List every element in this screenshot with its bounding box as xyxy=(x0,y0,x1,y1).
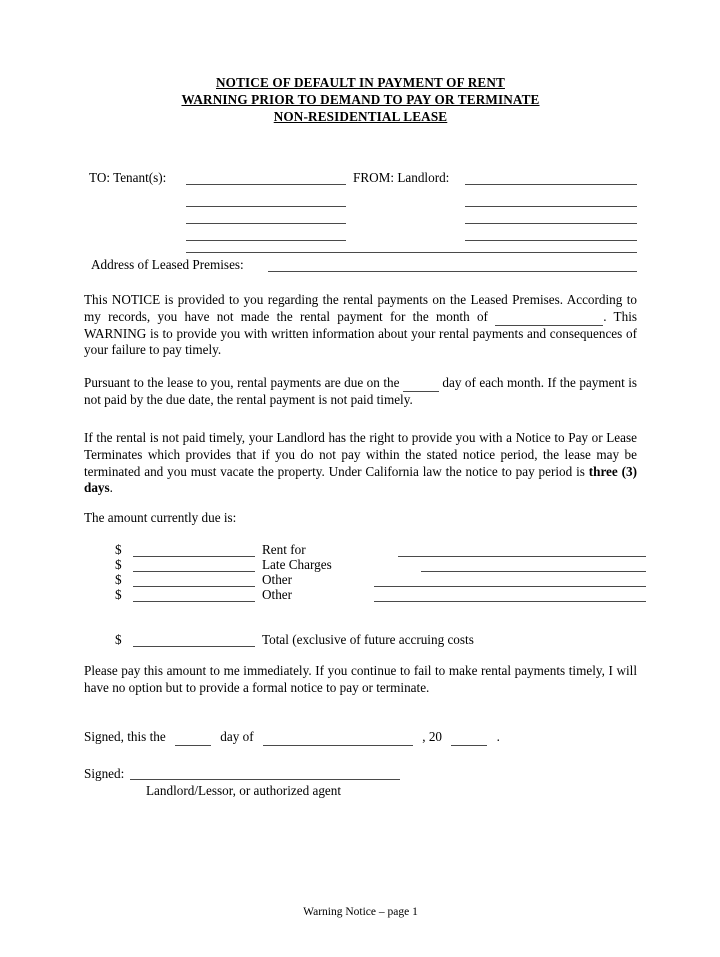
signature-input-line[interactable] xyxy=(130,779,400,780)
paragraph-notice-part2: . This WARNING is to provide you with written information about your rental payments and consequences of your failure to pay timely. xyxy=(84,308,637,358)
amount-detail-input-other-1[interactable] xyxy=(374,586,646,587)
amount-row-total xyxy=(84,633,637,648)
from-landlord-line-4[interactable] xyxy=(465,240,637,241)
title-line-3-text: NON-RESIDENTIAL LEASE xyxy=(273,109,448,124)
amount-input-rent[interactable] xyxy=(133,556,255,557)
amount-detail-input-other-2[interactable] xyxy=(374,601,646,602)
to-tenant-line-3[interactable] xyxy=(186,223,346,224)
page-footer: Warning Notice – page 1 xyxy=(303,906,418,918)
month-blank-input[interactable] xyxy=(495,314,603,326)
amount-label-total: Total (exclusive of future accruing costs xyxy=(262,632,474,647)
recipient-block xyxy=(84,170,637,250)
title-line-2 xyxy=(84,91,637,108)
paragraph-notice-period xyxy=(84,430,637,497)
signer-caption: Landlord/Lessor, or authorized agent xyxy=(146,783,342,798)
currency-symbol-other-2: $ xyxy=(115,587,122,602)
amount-label-other-1: Other xyxy=(262,572,293,587)
signed-date-period: . xyxy=(496,729,500,744)
signed-year-input[interactable] xyxy=(451,734,487,746)
signed-date-row xyxy=(84,729,500,746)
paragraph-due-date-part1: Pursuant to the lease to you, rental payments are due on the xyxy=(84,375,403,390)
signed-label: Signed: xyxy=(84,766,125,781)
paragraph-due-date xyxy=(84,375,637,409)
title-line-3 xyxy=(84,108,637,125)
to-tenant-label: TO: Tenant(s): xyxy=(89,170,167,185)
to-tenant-line-2[interactable] xyxy=(186,206,346,207)
amount-row-other-1 xyxy=(84,573,637,588)
currency-symbol-rent: $ xyxy=(115,542,122,557)
amount-row-rent xyxy=(84,543,637,558)
amount-input-other-2[interactable] xyxy=(133,601,255,602)
currency-symbol-total: $ xyxy=(115,632,122,647)
due-day-blank-input[interactable] xyxy=(403,380,439,392)
amount-input-total[interactable] xyxy=(133,646,255,647)
notice-period-bold: three (3) days xyxy=(84,463,637,496)
currency-symbol-late-charges: $ xyxy=(115,557,122,572)
currency-symbol-other-1: $ xyxy=(115,572,122,587)
paragraph-closing: Please pay this amount to me immediately. If you continue to fail to make rental payments timely, I will have no option but to provide a formal notice to pay or terminate. xyxy=(84,663,637,695)
amount-input-other-1[interactable] xyxy=(133,586,255,587)
paragraph-due-date-part2: day of each month. If the payment is not paid by the due date, the rental payment is not paid timely. xyxy=(84,375,638,407)
amount-row-spacer xyxy=(84,603,637,633)
amount-label-other-2: Other xyxy=(262,587,293,602)
signed-month-input[interactable] xyxy=(263,734,413,746)
paragraph-notice-period-part1: If the rental is not paid timely, your Landlord has the right to provide you with a Notice to Pay or Lease Terminates which provides that if you do not pay within the stated notice period, the lease may be terminated and you must vacate the property. Under California law the notice to pay period is xyxy=(84,430,637,479)
address-line-input[interactable] xyxy=(268,271,637,272)
from-landlord-line-2[interactable] xyxy=(465,206,637,207)
address-block xyxy=(84,250,637,274)
paragraph-amount-due-intro: The amount currently due is: xyxy=(84,510,237,525)
paragraph-notice xyxy=(84,292,637,359)
signed-date-prefix: Signed, this the xyxy=(84,729,166,744)
title-line-2-text: WARNING PRIOR TO DEMAND TO PAY OR TERMINATE xyxy=(181,92,540,107)
amount-row-other-2 xyxy=(84,588,637,603)
signed-row xyxy=(84,766,124,783)
from-landlord-label: FROM: Landlord: xyxy=(353,170,450,185)
amount-label-rent: Rent for xyxy=(262,542,306,557)
to-tenant-line-4[interactable] xyxy=(186,240,346,241)
paragraph-notice-part1: This NOTICE is provided to you regarding the rental payments on the Leased Premises. According to my records, you have not made the rental payment for the month of xyxy=(84,292,637,324)
signed-year-prefix: , 20 xyxy=(422,729,442,744)
address-line-upper[interactable] xyxy=(186,252,637,253)
amount-row-late-charges xyxy=(84,558,637,573)
amount-detail-input-rent[interactable] xyxy=(398,556,646,557)
amount-input-late-charges[interactable] xyxy=(133,571,255,572)
signed-date-middle: day of xyxy=(220,729,254,744)
amount-label-late-charges: Late Charges xyxy=(262,557,332,572)
to-tenant-line-1[interactable] xyxy=(186,184,346,185)
title-line-1-text: NOTICE OF DEFAULT IN PAYMENT OF RENT xyxy=(216,75,505,90)
signed-day-input[interactable] xyxy=(175,734,211,746)
from-landlord-line-3[interactable] xyxy=(465,223,637,224)
amount-detail-input-late-charges[interactable] xyxy=(421,571,646,572)
amounts-table xyxy=(84,543,637,648)
title-line-1 xyxy=(84,74,637,91)
paragraph-notice-period-part2: . xyxy=(109,480,113,496)
document-title xyxy=(84,74,637,125)
from-landlord-line-1[interactable] xyxy=(465,184,637,185)
address-label: Address of Leased Premises: xyxy=(91,257,244,272)
